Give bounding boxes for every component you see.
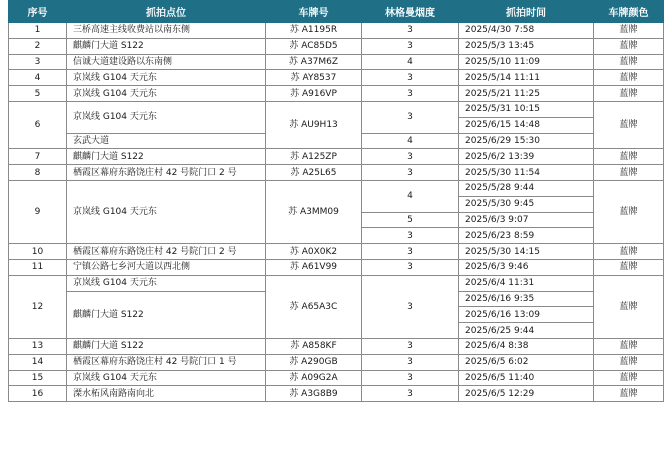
cell-time: 2025/6/23 8:59 <box>459 228 594 244</box>
cell-no: 12 <box>9 275 67 338</box>
table-row <box>9 165 664 181</box>
cell-smoke-level: 3 <box>362 259 459 275</box>
cell-smoke-level: 3 <box>362 70 459 86</box>
cell-plate: 苏 A37M6Z <box>266 54 362 70</box>
cell-location: 京岚线 G104 天元东 <box>67 101 266 133</box>
cell-time: 2025/6/16 9:35 <box>459 291 594 307</box>
cell-time: 2025/5/28 9:44 <box>459 180 594 196</box>
cell-smoke-level: 3 <box>362 101 459 133</box>
cell-time: 2025/5/21 11:25 <box>459 86 594 102</box>
table-row <box>9 70 664 86</box>
cell-no: 7 <box>9 149 67 165</box>
cell-no: 1 <box>9 23 67 39</box>
cell-location: 麒麟门大道 S122 <box>67 38 266 54</box>
table-row <box>9 38 664 54</box>
capture-records-table <box>8 0 664 402</box>
cell-location: 京岚线 G104 天元东 <box>67 370 266 386</box>
cell-plate: 苏 A1195R <box>266 23 362 39</box>
cell-smoke-level: 3 <box>362 86 459 102</box>
cell-no: 10 <box>9 244 67 260</box>
cell-location: 京岚线 G104 天元东 <box>67 275 266 291</box>
cell-plate-color: 蓝牌 <box>594 38 664 54</box>
cell-time: 2025/5/31 10:15 <box>459 101 594 117</box>
cell-smoke-level: 4 <box>362 133 459 149</box>
cell-time: 2025/5/30 14:15 <box>459 244 594 260</box>
cell-smoke-level: 3 <box>362 23 459 39</box>
cell-plate: 苏 A858KF <box>266 338 362 354</box>
cell-time: 2025/5/30 11:54 <box>459 165 594 181</box>
cell-time: 2025/6/5 6:02 <box>459 354 594 370</box>
cell-location: 栖霞区幕府东路饶庄村 42 号院门口 1 号 <box>67 354 266 370</box>
cell-plate: 苏 A125ZP <box>266 149 362 165</box>
cell-location: 溧水柘风南路南向北 <box>67 386 266 402</box>
cell-no: 3 <box>9 54 67 70</box>
cell-time: 2025/6/3 9:46 <box>459 259 594 275</box>
cell-plate: 苏 AY8537 <box>266 70 362 86</box>
cell-time: 2025/5/10 11:09 <box>459 54 594 70</box>
cell-smoke-level: 5 <box>362 212 459 228</box>
cell-smoke-level: 3 <box>362 244 459 260</box>
table-row <box>9 338 664 354</box>
cell-time: 2025/5/14 11:11 <box>459 70 594 86</box>
cell-no: 16 <box>9 386 67 402</box>
cell-location: 栖霞区幕府东路饶庄村 42 号院门口 2 号 <box>67 244 266 260</box>
cell-smoke-level: 3 <box>362 149 459 165</box>
table-row <box>9 54 664 70</box>
cell-plate: 苏 A916VP <box>266 86 362 102</box>
cell-location: 京岚线 G104 天元东 <box>67 180 266 243</box>
cell-smoke-level: 3 <box>362 386 459 402</box>
cell-plate: 苏 AU9H13 <box>266 101 362 148</box>
cell-plate: 苏 A65A3C <box>266 275 362 338</box>
cell-plate-color: 蓝牌 <box>594 370 664 386</box>
cell-time: 2025/6/2 13:39 <box>459 149 594 165</box>
cell-no: 5 <box>9 86 67 102</box>
cell-location: 麒麟门大道 S122 <box>67 291 266 338</box>
header-plate: 车牌号 <box>266 1 362 23</box>
table-row <box>9 86 664 102</box>
cell-time: 2025/6/29 15:30 <box>459 133 594 149</box>
header-no: 序号 <box>9 1 67 23</box>
table-row <box>9 275 664 291</box>
cell-location: 麒麟门大道 S122 <box>67 338 266 354</box>
cell-plate-color: 蓝牌 <box>594 275 664 338</box>
cell-plate: 苏 A09G2A <box>266 370 362 386</box>
cell-time: 2025/6/25 9:44 <box>459 323 594 339</box>
cell-plate-color: 蓝牌 <box>594 70 664 86</box>
cell-smoke-level: 3 <box>362 354 459 370</box>
cell-plate: 苏 A0X0K2 <box>266 244 362 260</box>
header-row <box>9 1 664 23</box>
cell-plate-color: 蓝牌 <box>594 354 664 370</box>
cell-time: 2025/6/4 8:38 <box>459 338 594 354</box>
header-time: 抓拍时间 <box>459 1 594 23</box>
cell-location: 三桥高速主线收费站以南东侧 <box>67 23 266 39</box>
cell-smoke-level: 3 <box>362 275 459 338</box>
cell-plate: 苏 A61V99 <box>266 259 362 275</box>
cell-no: 6 <box>9 101 67 148</box>
table-row <box>9 101 664 117</box>
cell-time: 2025/6/15 14:48 <box>459 117 594 133</box>
header-smoke-level: 林格曼烟度 <box>362 1 459 23</box>
cell-time: 2025/4/30 7:58 <box>459 23 594 39</box>
cell-plate: 苏 A3MM09 <box>266 180 362 243</box>
table-row <box>9 370 664 386</box>
cell-smoke-level: 3 <box>362 38 459 54</box>
cell-no: 15 <box>9 370 67 386</box>
cell-plate-color: 蓝牌 <box>594 54 664 70</box>
cell-plate-color: 蓝牌 <box>594 338 664 354</box>
table-row <box>9 386 664 402</box>
cell-plate-color: 蓝牌 <box>594 149 664 165</box>
table-row <box>9 23 664 39</box>
cell-time: 2025/6/4 11:31 <box>459 275 594 291</box>
cell-time: 2025/6/5 11:40 <box>459 370 594 386</box>
cell-smoke-level: 3 <box>362 370 459 386</box>
cell-location: 栖霞区幕府东路饶庄村 42 号院门口 2 号 <box>67 165 266 181</box>
cell-plate-color: 蓝牌 <box>594 86 664 102</box>
cell-location: 信诚大道建设路以东南侧 <box>67 54 266 70</box>
cell-smoke-level: 4 <box>362 54 459 70</box>
table-row <box>9 354 664 370</box>
cell-no: 11 <box>9 259 67 275</box>
cell-time: 2025/5/3 13:45 <box>459 38 594 54</box>
cell-plate: 苏 A3G8B9 <box>266 386 362 402</box>
cell-time: 2025/6/16 13:09 <box>459 307 594 323</box>
cell-time: 2025/6/3 9:07 <box>459 212 594 228</box>
table-row <box>9 180 664 196</box>
cell-plate-color: 蓝牌 <box>594 180 664 243</box>
header-location: 抓拍点位 <box>67 1 266 23</box>
cell-time: 2025/5/30 9:45 <box>459 196 594 212</box>
cell-location: 京岚线 G104 天元东 <box>67 70 266 86</box>
cell-location: 京岚线 G104 天元东 <box>67 86 266 102</box>
cell-plate-color: 蓝牌 <box>594 244 664 260</box>
cell-time: 2025/6/5 12:29 <box>459 386 594 402</box>
cell-no: 2 <box>9 38 67 54</box>
cell-plate-color: 蓝牌 <box>594 23 664 39</box>
cell-plate: 苏 A290GB <box>266 354 362 370</box>
cell-plate-color: 蓝牌 <box>594 165 664 181</box>
cell-no: 13 <box>9 338 67 354</box>
cell-plate-color: 蓝牌 <box>594 386 664 402</box>
cell-smoke-level: 3 <box>362 165 459 181</box>
cell-location: 玄武大道 <box>67 133 266 149</box>
cell-no: 14 <box>9 354 67 370</box>
cell-smoke-level: 3 <box>362 338 459 354</box>
cell-no: 8 <box>9 165 67 181</box>
cell-plate: 苏 A25L65 <box>266 165 362 181</box>
cell-smoke-level: 4 <box>362 180 459 212</box>
cell-smoke-level: 3 <box>362 228 459 244</box>
header-plate-color: 车牌颜色 <box>594 1 664 23</box>
cell-plate-color: 蓝牌 <box>594 101 664 148</box>
table-row <box>9 259 664 275</box>
cell-no: 4 <box>9 70 67 86</box>
cell-no: 9 <box>9 180 67 243</box>
table-row <box>9 244 664 260</box>
table-row <box>9 149 664 165</box>
cell-location: 麒麟门大道 S122 <box>67 149 266 165</box>
cell-location: 宁镇公路七乡河大道以西北侧 <box>67 259 266 275</box>
cell-plate-color: 蓝牌 <box>594 259 664 275</box>
cell-plate: 苏 AC85D5 <box>266 38 362 54</box>
